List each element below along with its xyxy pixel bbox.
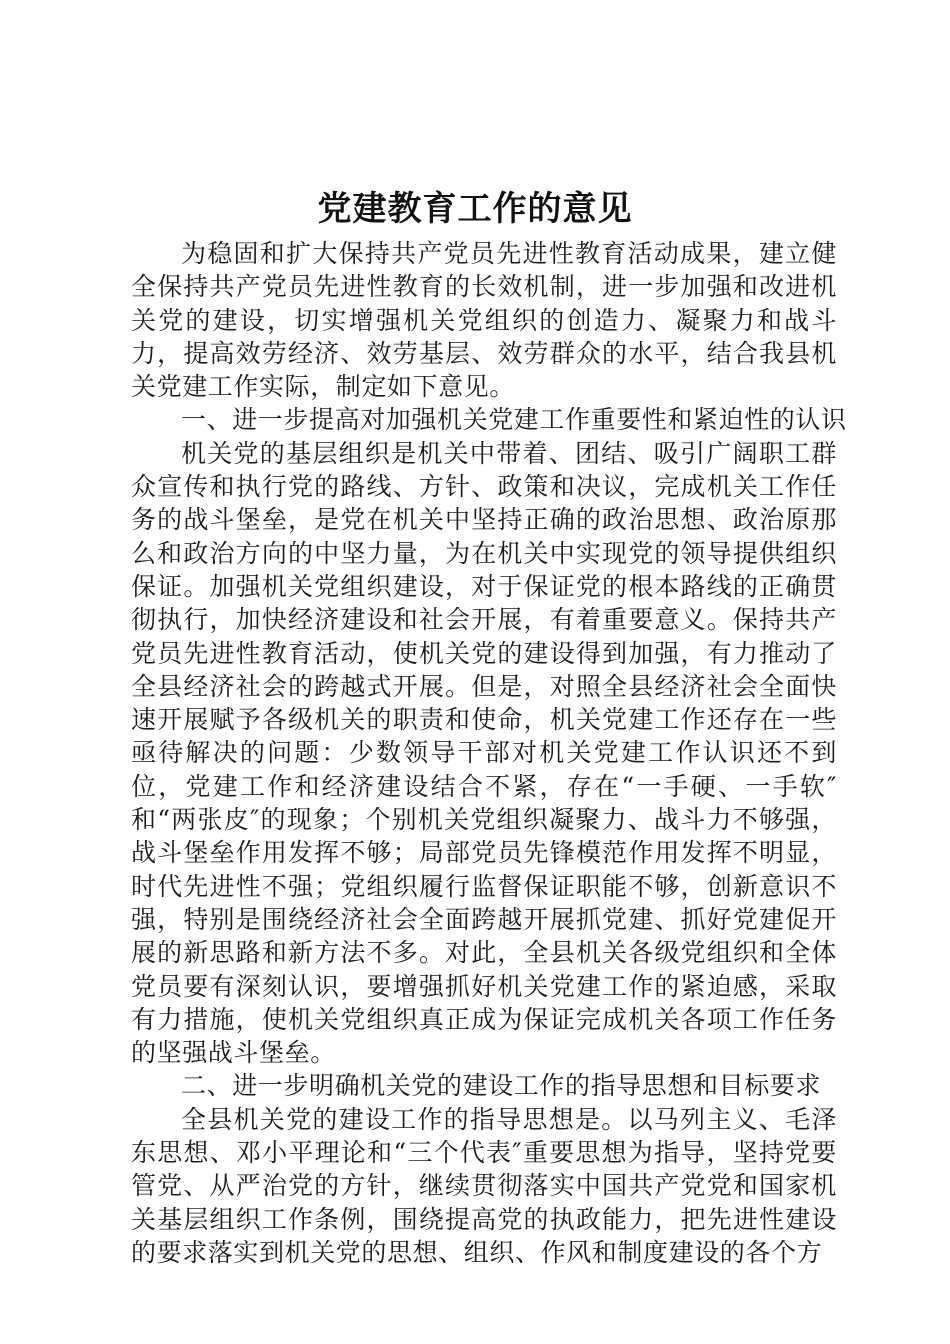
- section-1-paragraph: 机关党的基层组织是机关中带着、团结、吸引广阔职工群众宣传和执行党的路线、方针、政策和决议，完成机关工作任务的战斗堡垒，是党在机关中坚持正确的政治思想、政治原那么和政治方向的中坚力量，为在机关中实现党的领导提供组织保证。加强机关党组织建设，对于保证党的根本路线的正确贯彻执行，加快经济建设和社会开展，有着重要意义。保持共产党员先进性教育活动，使机关党的建设得到加强，有力推动了全县经济社会的跨越式开展。但是，对照全县经济社会全面快速开展赋予各级机关的职责和使命，机关党建工作还存在一些亟待解决的问题：少数领导干部对机关党建工作认识还不到位，党建工作和经济建设结合不紧，存在“一手硬、一手软″和“两张皮″的现象；个别机关党组织凝聚力、战斗力不够强，战斗堡垒作用发挥不够；局部党员先锋模范作用发挥不明显，时代先进性不强；党组织履行监督保证职能不够，创新意识不强，特别是围绕经济社会全面跨越开展抓党建、抓好党建促开展的新思路和新方法不多。对此，全县机关各级党组织和全体党员要有深刻认识，要增强抓好机关党建工作的紧迫感，采取有力措施，使机关党组织真正成为保证完成机关各项工作任务的坚强战斗堡垒。: [131, 438, 837, 1068]
- intro-paragraph: 为稳固和扩大保持共产党员先进性教育活动成果，建立健全保持共产党员先进性教育的长效机制，进一步加强和改进机关党的建设，切实增强机关党组织的创造力、凝聚力和战斗力，提高效劳经济、效劳基层、效劳群众的水平，结合我县机关党建工作实际，制定如下意见。: [131, 239, 837, 402]
- document-title: 党建教育工作的意见: [317, 189, 633, 229]
- section-heading-2: 二、进一步明确机关党的建设工作的指导思想和目标要求: [181, 1071, 822, 1101]
- section-heading-1: 一、进一步提高对加强机关党建工作重要性和紧迫性的认识: [181, 405, 847, 435]
- section-2-paragraph: 全县机关党的建设工作的指导思想是。以马列主义、毛泽东思想、邓小平理论和“三个代表″重要思想为指导，坚持党要管党、从严治党的方针，继续贯彻落实中国共产党党和国家机关基层组织工作条例，围绕提高党的执政能力，把先进性建设的要求落实到机关党的思想、组织、作风和制度建设的各个方: [131, 1104, 837, 1267]
- document-body: [131, 237, 847, 1269]
